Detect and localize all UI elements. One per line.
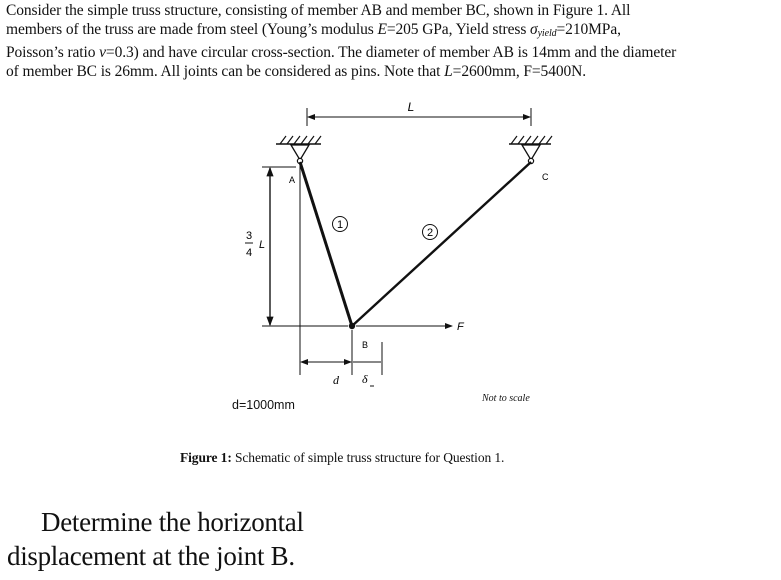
joint-b-pin — [349, 323, 355, 329]
problem-line-1: Consider the simple truss structure, consisting of member AB and member BC, shown in Figure 1. All — [6, 2, 631, 19]
caption-text: Schematic of simple truss structure for Question 1. — [231, 450, 505, 465]
member-ab — [300, 162, 352, 326]
member-1-label: 1 — [336, 219, 344, 231]
dimension-d-label: d — [333, 373, 339, 387]
joint-c-label: C — [542, 172, 549, 182]
dimension-d — [300, 163, 382, 375]
caption-label: Figure 1: — [180, 450, 232, 465]
member-2-label: 2 — [426, 227, 434, 239]
member-bc — [352, 162, 531, 326]
fraction-numerator: 3 — [245, 230, 253, 242]
problem-line-3: Poisson’s ratio ν=0.3) and have circular cross-section. The diameter of member AB is 14mm and the diameter — [6, 44, 677, 61]
dimension-l — [307, 108, 531, 126]
dimension-l-label: L — [407, 100, 415, 114]
joint-a-label: A — [289, 175, 296, 185]
support-c — [509, 136, 552, 164]
d-value-label: d=1000mm — [232, 398, 295, 412]
problem-line-4: of member BC is 26mm. All joints can be considered as pins. Note that L=2600mm, F=5400N. — [6, 63, 587, 80]
fraction-three-quarters-l — [245, 230, 265, 259]
question-line-1: Determine the horizontal — [41, 507, 304, 537]
force-label: F — [457, 321, 464, 333]
question-text — [7, 505, 304, 573]
dimension-delta-label: δ — [362, 372, 368, 386]
support-a — [276, 136, 321, 164]
fraction-l: L — [259, 239, 266, 251]
fraction-denominator: 4 — [245, 247, 253, 259]
dimension-vertical — [262, 167, 348, 326]
question-line-2: displacement at the joint B. — [7, 541, 295, 571]
joint-b-label: B — [362, 340, 369, 350]
problem-line-2: members of the truss are made from steel (Young’s modulus E=205 GPa, Yield stress $\sigma_{yield}=210MPa$, — [6, 21, 621, 39]
figure-caption — [180, 450, 504, 466]
not-to-scale-note: Not to scale — [482, 393, 530, 404]
